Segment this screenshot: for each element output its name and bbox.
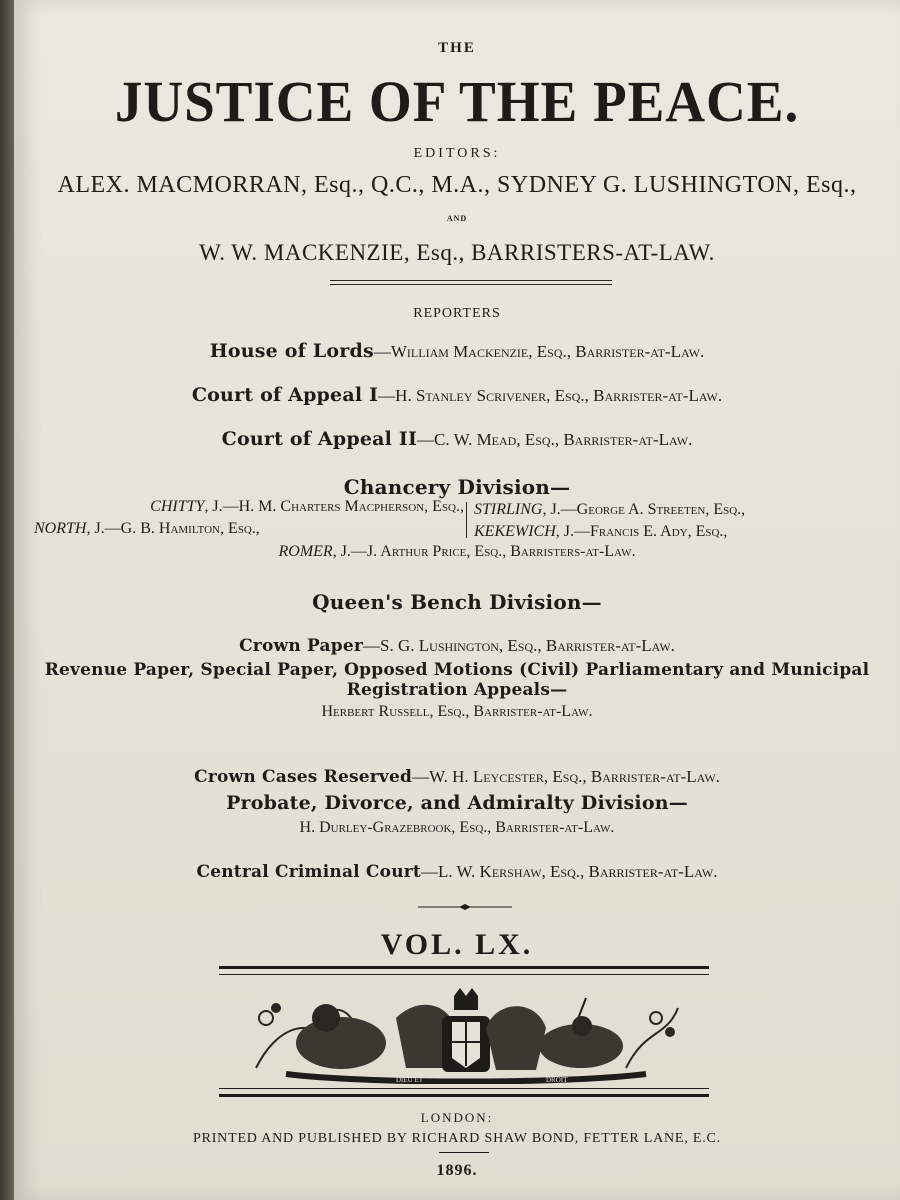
reporter-crown-paper bbox=[14, 636, 900, 656]
judge-name: ROMER bbox=[278, 543, 333, 560]
motto-right: DROIT bbox=[546, 1076, 568, 1084]
judge-name: CHITTY bbox=[150, 498, 205, 515]
book-spine-edge bbox=[0, 0, 14, 1200]
reporter-name: , J.—Francis E. Ady, Esq., bbox=[555, 523, 728, 540]
probate-heading: Probate, Divorce, and Admiralty Division— bbox=[226, 792, 688, 814]
title-page bbox=[14, 0, 900, 1200]
imprint-city: LONDON: bbox=[420, 1110, 494, 1125]
revenue-paper-line-1: Revenue Paper, Special Paper, Opposed Motions (Civil) Parliamentary and Municipal bbox=[44, 660, 870, 680]
reporter-name: , J.—H. M. Charters Macpherson, Esq., bbox=[204, 498, 464, 515]
court-name: Central Criminal Court bbox=[196, 862, 421, 882]
editors-and: AND bbox=[446, 214, 468, 223]
court-name: Court of Appeal I bbox=[191, 384, 379, 406]
reporter-name: —L. W. Kershaw, Esq., Barrister-at-Law. bbox=[420, 862, 718, 881]
probate-reporter: H. Durley-Grazebrook, Esq., Barrister-at-Law. bbox=[299, 819, 615, 836]
reporter-house-of-lords bbox=[14, 340, 900, 362]
chancery-row-chitty bbox=[34, 498, 464, 516]
page-title: JUSTICE OF THE PEACE. bbox=[114, 69, 800, 134]
thick-rule-bottom bbox=[219, 1094, 709, 1097]
ornament-rule bbox=[418, 904, 512, 910]
reporter-court-of-appeal-1 bbox=[14, 384, 900, 406]
chancery-row-romer bbox=[14, 543, 900, 561]
reporter-name: —William Mackenzie, Esq., Barrister-at-Law. bbox=[373, 342, 705, 361]
judge-name: STIRLING bbox=[474, 501, 543, 518]
title-article: THE bbox=[438, 40, 476, 56]
reporter-crown-cases bbox=[14, 767, 900, 787]
reporter-court-of-appeal-2 bbox=[14, 428, 900, 450]
judge-name: KEKEWICH bbox=[474, 523, 556, 540]
court-name: Crown Paper bbox=[239, 636, 364, 656]
volume-label: VOL. LX. bbox=[380, 928, 534, 961]
reporter-name: —W. H. Leycester, Esq., Barrister-at-Law. bbox=[412, 767, 720, 786]
queens-bench-heading: Queen's Bench Division— bbox=[312, 590, 602, 614]
chancery-row-north bbox=[34, 520, 464, 538]
motto-left: DIEU ET bbox=[396, 1076, 424, 1084]
column-divider bbox=[466, 502, 467, 538]
thin-rule-top bbox=[219, 974, 709, 975]
reporter-name: —C. W. Mead, Esq., Barrister-at-Law. bbox=[417, 430, 693, 449]
revenue-paper-line-2: Registration Appeals— bbox=[346, 680, 568, 700]
thin-rule-bottom bbox=[219, 1088, 709, 1089]
court-name: House of Lords bbox=[209, 340, 374, 362]
chancery-row-kekewich bbox=[474, 523, 727, 541]
court-name: Court of Appeal II bbox=[221, 428, 418, 450]
imprint-publisher: PRINTED AND PUBLISHED BY RICHARD SHAW BOND, FETTER LANE, E.C. bbox=[193, 1131, 721, 1146]
reporter-central-criminal bbox=[14, 862, 900, 882]
editors-line-2: W. W. MACKENZIE, Esq., BARRISTERS-AT-LAW. bbox=[199, 240, 715, 265]
reporter-name: —H. Stanley Scrivener, Esq., Barrister-at-Law. bbox=[378, 386, 723, 405]
reporter-name: —S. G. Lushington, Esq., Barrister-at-Law. bbox=[363, 636, 675, 655]
reporter-name: , J.—J. Arthur Price, Esq., Barristers-at-Law. bbox=[332, 543, 636, 560]
chancery-heading: Chancery Division— bbox=[343, 475, 571, 499]
editors-line-1: ALEX. MACMORRAN, Esq., Q.C., M.A., SYDNEY G. LUSHINGTON, Esq., bbox=[57, 172, 857, 198]
judge-name: NORTH bbox=[34, 520, 87, 537]
court-name: Crown Cases Reserved bbox=[194, 767, 413, 787]
double-rule bbox=[330, 280, 612, 285]
thick-rule-top bbox=[219, 966, 709, 969]
revenue-reporter: Herbert Russell, Esq., Barrister-at-Law. bbox=[321, 703, 593, 720]
short-rule bbox=[439, 1152, 489, 1153]
chancery-row-stirling bbox=[474, 501, 745, 519]
editors-label: EDITORS: bbox=[413, 146, 501, 161]
reporter-name: , J.—George A. Streeten, Esq., bbox=[542, 501, 746, 518]
reporter-name: , J.—G. B. Hamilton, Esq., bbox=[86, 520, 260, 537]
royal-arms-icon bbox=[246, 988, 686, 1084]
reporters-label: REPORTERS bbox=[413, 306, 501, 321]
imprint-year: 1896. bbox=[436, 1162, 478, 1179]
